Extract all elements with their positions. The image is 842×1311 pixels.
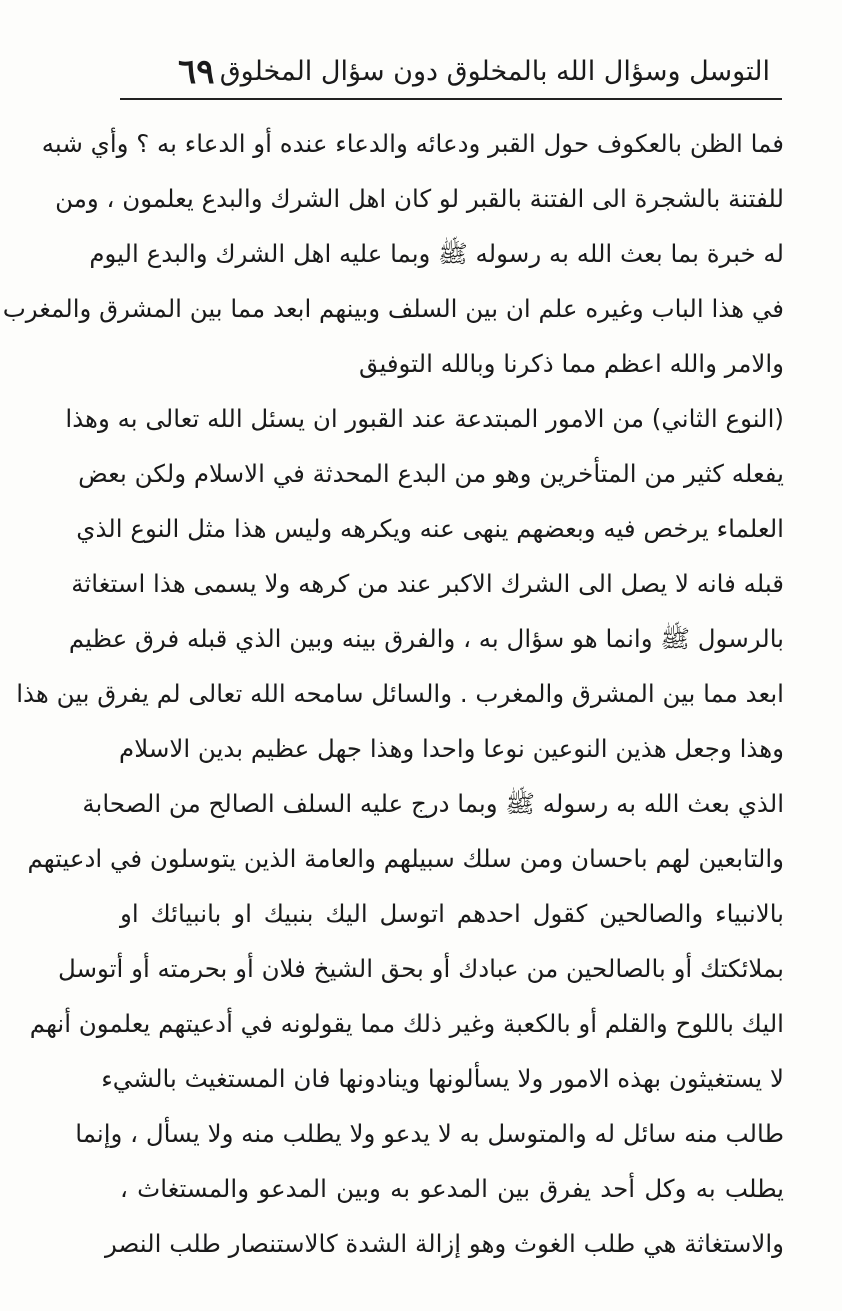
- text-line: والامر والله اعظم مما ذكرنا وبالله التوفيق: [359, 349, 784, 378]
- body-text: [2, 116, 784, 1271]
- running-header-title: التوسل وسؤال الله بالمخلوق دون سؤال المخلوق: [219, 56, 770, 87]
- text-line: فما الظن بالعكوف حول القبر ودعائه والدعاء عنده أو الدعاء به ؟ وأي شبه: [41, 129, 784, 158]
- text-line: في هذا الباب وغيره علم ان بين السلف وبينهم ابعد مما بين المشرق والمغرب: [2, 294, 784, 323]
- text-line: للفتنة بالشجرة الى الفتنة بالقبر لو كان اهل الشرك والبدع يعلمون ، ومن: [55, 184, 784, 213]
- text-line: له خبرة بما بعث الله به رسوله ﷺ وبما عليه اهل الشرك والبدع اليوم: [89, 239, 784, 268]
- text-line: بالانبياء والصالحين كقول احدهم اتوسل اليك بنبيك او بانبيائك او: [120, 899, 784, 928]
- text-line: اليك باللوح والقلم أو بالكعبة وغير ذلك مما يقولونه في أدعيتهم يعلمون أنهم: [29, 1009, 784, 1038]
- text-line: يطلب به وكل أحد يفرق بين المدعو به وبين المدعو والمستغاث ،: [120, 1174, 784, 1203]
- page-number: ٦٩: [178, 52, 215, 92]
- text-line: والتابعين لهم باحسان ومن سلك سبيلهم والعامة الذين يتوسلون في ادعيتهم: [27, 844, 784, 873]
- text-line: لا يستغيثون بهذه الامور ولا يسألونها وينادونها فان المستغيث بالشيء: [101, 1064, 784, 1093]
- text-line: العلماء يرخص فيه وبعضهم ينهى عنه ويكرهه وليس هذا مثل النوع الذي: [76, 514, 784, 543]
- text-line: قبله فانه لا يصل الى الشرك الاكبر عند من كرهه ولا يسمى هذا استغاثة: [71, 569, 784, 598]
- text-line: والاستغاثة هي طلب الغوث وهو إزالة الشدة كالاستنصار طلب النصر: [104, 1229, 784, 1258]
- text-line: يفعله كثير من المتأخرين وهو من البدع المحدثة في الاسلام ولكن بعض: [78, 459, 784, 488]
- text-line: ابعد مما بين المشرق والمغرب . والسائل سامحه الله تعالى لم يفرق بين هذا: [16, 679, 784, 708]
- text-line: بملائكتك أو بالصالحين من عبادك أو بحق الشيخ فلان أو بحرمته أو أتوسل: [57, 954, 784, 983]
- text-line: الذي بعث الله به رسوله ﷺ وبما درج عليه السلف الصالح من الصحابة: [82, 789, 784, 818]
- header-divider: [120, 98, 782, 100]
- text-line: وهذا وجعل هذين النوعين نوعا واحدا وهذا جهل عظيم بدين الاسلام: [119, 734, 784, 763]
- text-line: طالب منه سائل له والمتوسل به لا يدعو ولا يطلب منه ولا يسأل ، وإنما: [75, 1119, 784, 1148]
- running-header: [120, 50, 780, 96]
- text-line: (النوع الثاني) من الامور المبتدعة عند القبور ان يسئل الله تعالى به وهذا: [65, 404, 784, 433]
- text-line: بالرسول ﷺ وانما هو سؤال به ، والفرق بينه وبين الذي قبله فرق عظيم: [68, 624, 784, 653]
